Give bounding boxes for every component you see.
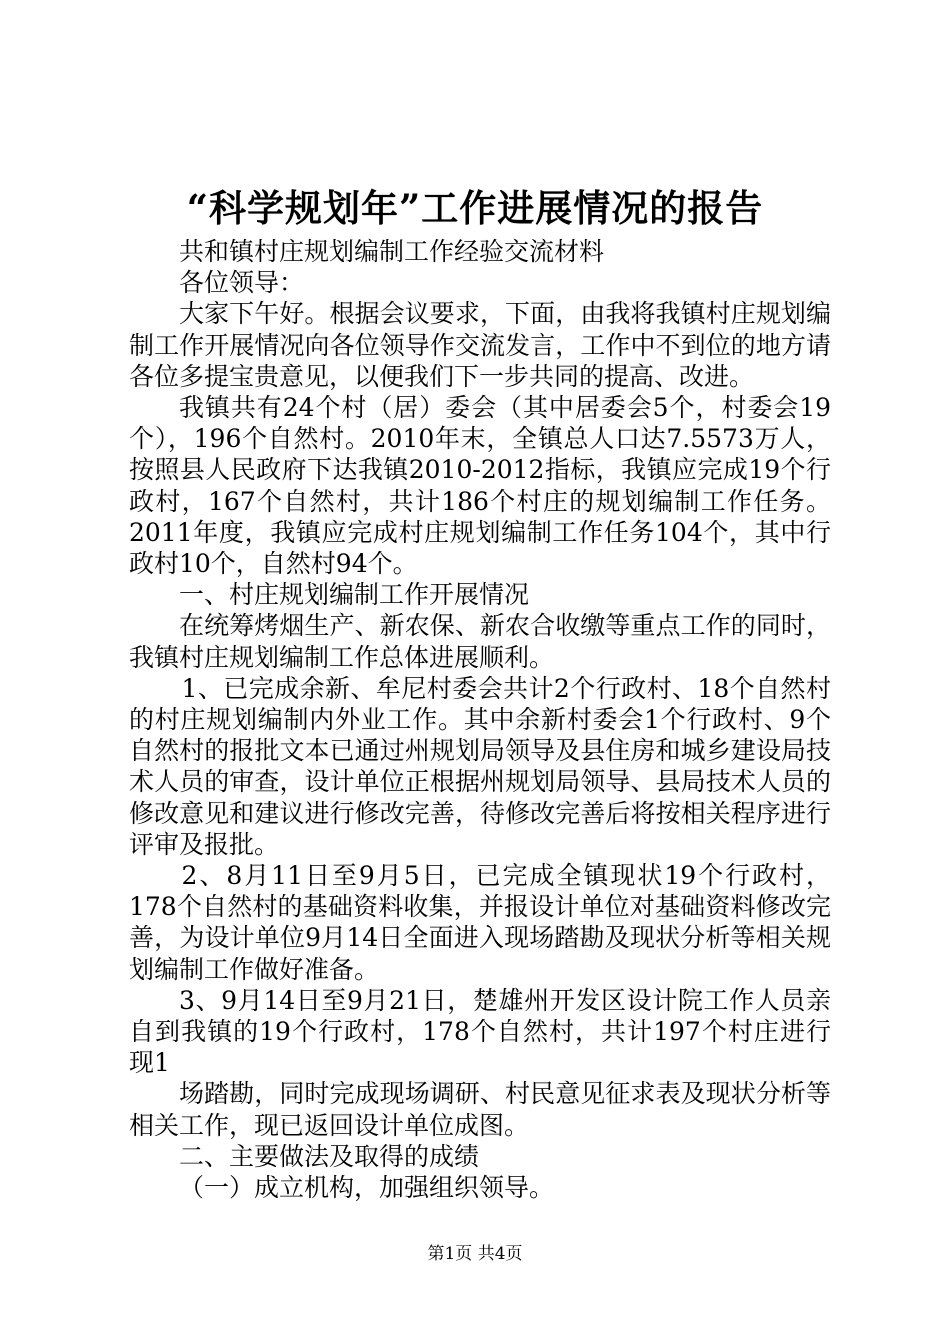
section-heading-1: 一、村庄规划编制工作开展情况 xyxy=(179,580,530,610)
document-body xyxy=(129,236,831,1203)
subtitle-paragraph: 共和镇村庄规划编制工作经验交流材料 xyxy=(179,237,605,266)
item-3-continuation-paragraph: 场踏勘，同时完成现场调研、村民意见征求表及现状分析等相关工作，现已返回设计单位成图。 xyxy=(129,1079,831,1140)
item-3-paragraph: 3、9月14日至9月21日，楚雄州开发区设计院工作人员亲自到我镇的19个行政村，178个自然村，共计197个村庄进行现1 xyxy=(129,985,831,1078)
progress-summary-paragraph: 在统筹烤烟生产、新农保、新农合收缴等重点工作的同时，我镇村庄规划编制工作总体进展顺利。 xyxy=(129,611,831,672)
item-1-paragraph: 1、已完成余新、牟尼村委会共计2个行政村、18个自然村的村庄规划编制内外业工作。其中余新村委会1个行政村、9个自然村的报批文本已通过州规划局领导及县住房和城乡建设局技术人员的审查，设计单位正根据州规划局领导、县局技术人员的修改意见和建议进行修改完善，待修改完善后将按相关程序进行评审及报批。 xyxy=(129,673,831,859)
subsection-heading-1: （一）成立机构，加强组织领导。 xyxy=(179,1173,555,1203)
salutation-paragraph: 各位领导： xyxy=(179,268,305,298)
intro-paragraph: 大家下午好。根据会议要求，下面，由我将我镇村庄规划编制工作开展情况向各位领导作交流发言，工作中不到位的地方请各位多提宝贵意见，以便我们下一步共同的提高、改进。 xyxy=(129,299,831,391)
item-2-paragraph: 2、8月11日至9月5日，已完成全镇现状19个行政村，178个自然村的基础资料收集，并报设计单位对基础资料修改完善，为设计单位9月14日全面进入现场踏勘及现状分析等相关规划编制工作做好准备。 xyxy=(129,861,831,984)
page-footer: 第1页 共4页 xyxy=(427,1244,523,1264)
overview-paragraph: 我镇共有24个村（居）委会（其中居委会5个，村委会19个），196个自然村。2010年末，全镇总人口达7.5573万人，按照县人民政府下达我镇2010-2012指标，我镇应完成19个行政村，167个自然村，共计186个村庄的规划编制工作任务。2011年度，我镇应完成村庄规划编制工作任务104个，其中行政村10个，自然村94个。 xyxy=(129,393,831,579)
section-heading-2: 二、主要做法及取得的成绩 xyxy=(179,1141,480,1171)
document-title: “科学规划年”工作进展情况的报告 xyxy=(186,186,764,230)
